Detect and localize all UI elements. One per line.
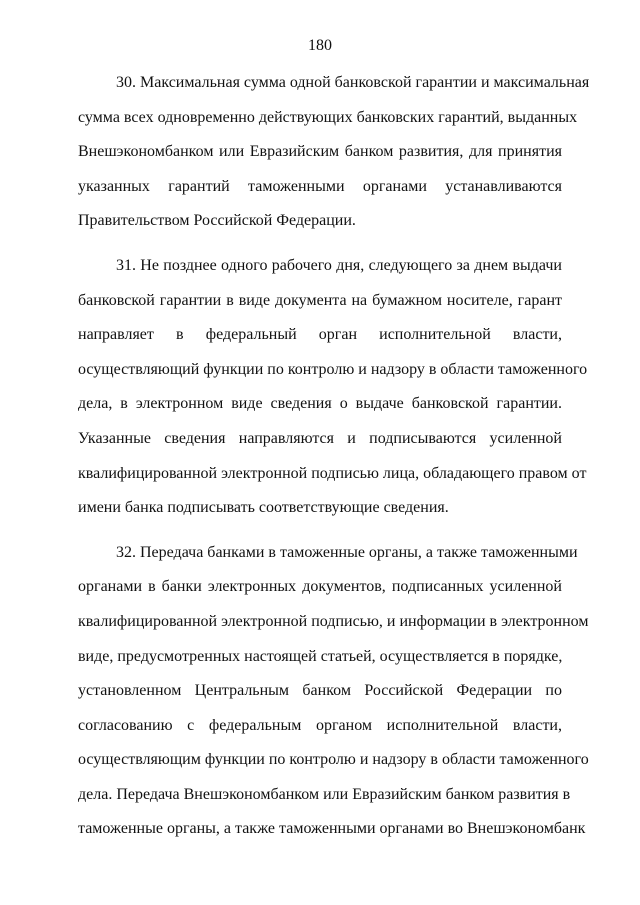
text-line: 30. Максимальная сумма одной банковской гарантии и максимальная [116, 74, 590, 91]
text-line: Внешэкономбанком или Евразийским банком развития, для принятия [78, 143, 562, 161]
text-line: Указанные сведения направляются и подписываются усиленной [78, 429, 562, 447]
text-line: дела. Передача Внешэкономбанком или Евразийским банком развития в [78, 785, 571, 803]
text-line: дела, в электронном виде сведения о выдаче банковской гарантии. [78, 395, 562, 413]
text-line: имени банка подписывать соответствующие сведения. [78, 499, 449, 517]
text-line: органами в банки электронных документов, подписанных усиленной [78, 578, 562, 596]
text-line: банковской гарантии в виде документа на бумажном носителе, гарант [78, 291, 562, 309]
page-number: 180 [308, 37, 332, 54]
text-line: направляет в федеральный орган исполнительной власти, [78, 326, 562, 344]
document-body [78, 66, 590, 857]
text-line: согласованию с федеральным органом исполнительной власти, [78, 716, 562, 734]
text-line: 31. Не позднее одного рабочего дня, следующего за днем выдачи [116, 256, 562, 274]
text-line: виде, предусмотренных настоящей статьей, осуществляется в порядке, [78, 647, 563, 665]
text-line: квалифицированной электронной подписью лица, обладающего правом от [78, 464, 587, 482]
text-line: квалифицированной электронной подписью, и информации в электронном [78, 612, 589, 630]
text-line: осуществляющим функции по контролю и надзору в области таможенного [78, 751, 589, 769]
text-line: указанных гарантий таможенными органами устанавливаются [78, 177, 562, 195]
text-line: сумма всех одновременно действующих банковских гарантий, выданных [78, 108, 578, 126]
paragraph-30 [78, 66, 590, 239]
text-line: таможенные органы, а также таможенными органами во Внешэкономбанк [78, 820, 586, 838]
paragraph-31 [78, 249, 588, 526]
paragraph-32 [78, 536, 589, 847]
text-line: осуществляющий функции по контролю и надзору в области таможенного [78, 360, 588, 378]
text-line: Правительством Российской Федерации. [78, 212, 356, 230]
text-line: 32. Передача банками в таможенные органы, а также таможенными [116, 543, 578, 561]
text-line: установленном Центральным банком Российской Федерации по [78, 682, 562, 700]
